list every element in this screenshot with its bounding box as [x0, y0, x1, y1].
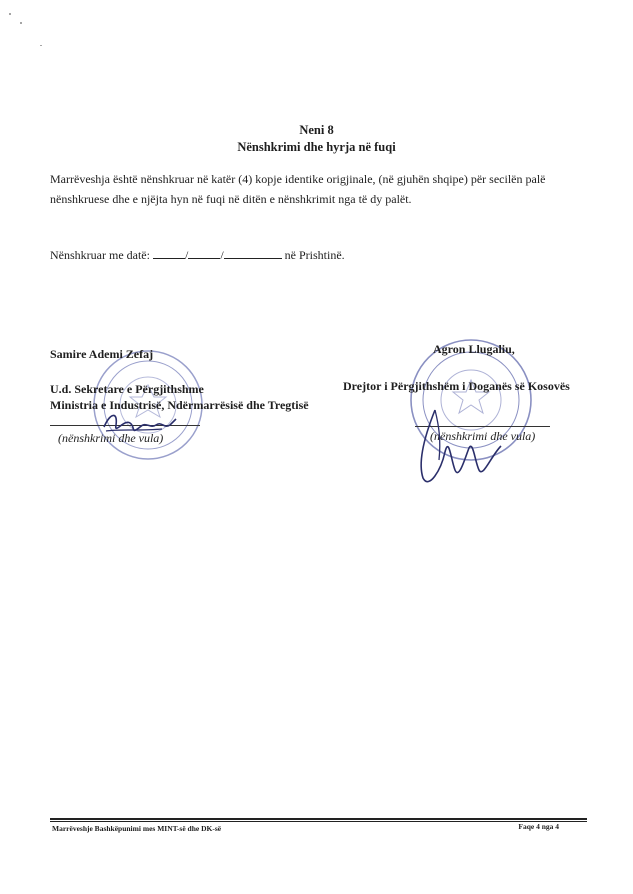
right-signature-caption: (nënshkrimi dhe vula)	[430, 429, 536, 443]
right-signatory-role: Drejtor i Përgjithshëm i Doganës së Kosovës	[343, 379, 570, 393]
left-signature-caption: (nënshkrimi dhe vula)	[58, 431, 164, 445]
footer-rule-thick	[50, 818, 587, 820]
right-handwritten-signature	[405, 400, 515, 490]
article-heading: Nënshkrimi dhe hyrja në fuqi	[237, 140, 396, 154]
date-separator: /	[184, 248, 189, 262]
right-signatory-name: Agron Llugaliu,	[433, 342, 515, 356]
signing-date-label: Nënshkruar me datë:	[50, 248, 150, 262]
footer-document-title: Marrëveshje Bashkëpunimi mes MINT-së dhe DK-së	[52, 824, 222, 833]
left-handwritten-signature	[100, 405, 180, 445]
left-signatory-role: U.d. Sekretare e Përgjithshme	[50, 382, 204, 396]
signing-date-line	[50, 245, 595, 265]
left-signatory-institution: Ministria e Industrisë, Ndërmarrësisë dhe Tregtisë	[50, 398, 309, 412]
footer-page-number: Faqe 4 nga 4	[518, 822, 559, 831]
agreement-paragraph: Marrëveshja është nënshkruar në katër (4) kopje identike origjinale, (në gjuhën shqipe) për secilën palë nënshkruese dhe e njëjta hyn në fuqi në ditën e nënshkrimit nga të dy palët.	[50, 172, 546, 206]
day-blank	[153, 247, 185, 259]
footer-rule-thin	[50, 821, 587, 822]
scan-speck	[20, 22, 22, 24]
signing-place: në Prishtinë.	[284, 248, 345, 262]
date-separator: /	[220, 248, 224, 262]
scan-speck	[40, 45, 42, 46]
scan-speck	[9, 13, 11, 15]
year-blank	[224, 247, 282, 259]
left-signatory-name: Samire Ademi Zefaj	[50, 347, 154, 361]
month-blank	[188, 247, 220, 259]
article-number: Neni 8	[299, 123, 334, 137]
